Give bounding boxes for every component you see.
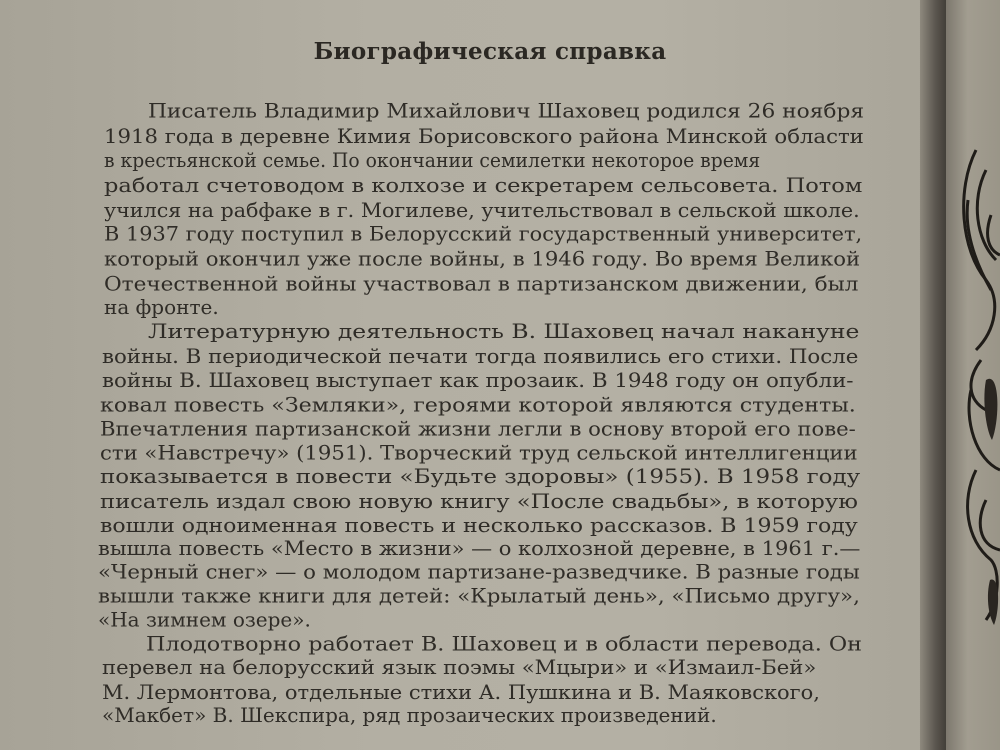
book-gutter xyxy=(920,0,948,750)
text-line: писатель издал свою новую книгу «После свадьбы», в которую xyxy=(100,489,858,513)
text-line: Плодотворно работает В. Шаховец и в области перевода. Он xyxy=(146,632,863,656)
text-line: 1918 года в деревне Кимия Борисовского района Минской области xyxy=(104,125,864,149)
text-line: войны. В периодической печати тогда появились его стихи. После xyxy=(102,344,859,368)
text-line: работал счетоводом в колхозе и секретарем сельсовета. Потом xyxy=(104,173,863,197)
text-line: Писатель Владимир Михайлович Шаховец родился 26 ноября xyxy=(148,99,865,123)
text-line: вышли также книги для детей: «Крылатый день», «Письмо другу», xyxy=(98,584,860,608)
text-line: «Черный снег» — о молодом партизане-разведчике. В разные годы xyxy=(98,560,860,584)
text-line: сти «Навстречу» (1951). Творческий труд сельской интеллигенции xyxy=(100,441,858,465)
illustration-fragment xyxy=(946,0,1000,750)
text-line: войны В. Шаховец выступает как прозаик. В 1948 году он опубли- xyxy=(102,368,854,392)
text-line: перевел на белорусский язык поэмы «Мцыри» и «Измаил-Бей» xyxy=(102,656,817,680)
text-line: вышла повесть «Место в жизни» — о колхозной деревне, в 1961 г.— xyxy=(98,536,861,560)
text-line: Отечественной войны участвовал в партизанском движении, был xyxy=(104,272,859,296)
text-line: ковал повесть «Земляки», героями которой являются студенты. xyxy=(100,393,856,417)
text-line: который окончил уже после войны, в 1946 году. Во время Великой xyxy=(104,247,861,271)
text-line: вошли одноименная повесть и несколько рассказов. В 1959 году xyxy=(100,513,858,537)
text-line: Литературную деятельность В. Шаховец начал накануне xyxy=(148,319,860,343)
text-line: «Макбет» В. Шекспира, ряд прозаических произведений. xyxy=(102,703,717,727)
text-line: М. Лермонтова, отдельные стихи А. Пушкина и В. Маяковского, xyxy=(102,680,820,704)
text-line: «На зимнем озере». xyxy=(98,608,311,632)
text-line: Впечатления партизанской жизни легли в основу второй его пове- xyxy=(100,417,856,441)
text-line: В 1937 году поступил в Белорусский государственный университет, xyxy=(104,222,863,246)
adjacent-page xyxy=(946,0,1000,750)
text-line: учился на рабфаке в г. Могилеве, учительствовал в сельской школе. xyxy=(104,198,860,222)
text-line: в крестьянской семье. По окончании семилетки некоторое время xyxy=(104,148,761,172)
text-line: показывается в повести «Будьте здоровы» (1955). В 1958 году xyxy=(100,465,861,489)
page-title: Биографическая справка xyxy=(313,38,667,65)
text-line: на фронте. xyxy=(104,296,219,319)
